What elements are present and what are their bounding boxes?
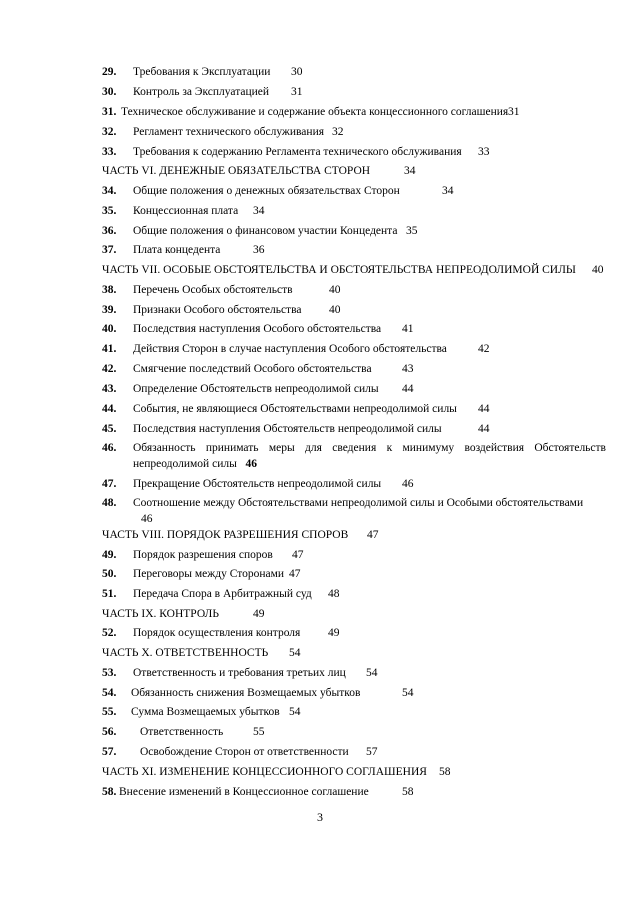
entry-page: 58 xyxy=(402,786,414,798)
toc-entry[interactable] xyxy=(102,566,606,582)
toc-entry[interactable] xyxy=(102,744,606,760)
entry-title: Ответственность xyxy=(140,726,224,738)
entry-number: 53. xyxy=(102,667,117,679)
entry-number: 32. xyxy=(102,126,117,138)
entry-page: 32 xyxy=(332,126,344,138)
entry-page: 54 xyxy=(402,687,414,699)
entry-page: 47 xyxy=(289,568,301,580)
entry-page: 40 xyxy=(329,284,341,296)
entry-title: Последствия наступления Особого обстоятельства xyxy=(133,323,382,335)
entry-number: 52. xyxy=(102,627,117,639)
entry-title: Соотношение между Обстоятельствами непреодолимой силы и Особыми обстоятельствами 46 xyxy=(133,497,584,525)
part-title: ЧАСТЬ VI. ДЕНЕЖНЫЕ ОБЯЗАТЕЛЬСТВА СТОРОН xyxy=(102,165,371,177)
entry-title: Переговоры между Сторонами xyxy=(133,568,285,580)
toc-entry[interactable] xyxy=(102,203,606,219)
entry-title: Сумма Возмещаемых убытков xyxy=(131,706,280,718)
entry-number: 36. xyxy=(102,225,117,237)
entry-number: 58. xyxy=(102,786,117,798)
toc-entry[interactable] xyxy=(102,401,606,417)
entry-page: 58 xyxy=(439,766,451,778)
toc-part-heading[interactable] xyxy=(102,606,606,622)
toc-entry[interactable] xyxy=(102,704,606,720)
entry-page: 34 xyxy=(442,185,454,197)
entry-title: Прекращение Обстоятельств непреодолимой силы xyxy=(133,478,382,490)
entry-page: 30 xyxy=(291,66,303,78)
toc-entry[interactable] xyxy=(102,495,606,527)
entry-number: 42. xyxy=(102,363,117,375)
entry-page: 48 xyxy=(328,588,340,600)
entry-page: 34 xyxy=(253,205,265,217)
entry-number: 57. xyxy=(102,746,117,758)
toc-part-heading[interactable] xyxy=(102,163,606,179)
entry-page: 33 xyxy=(478,146,490,158)
toc-entry[interactable] xyxy=(102,381,606,397)
entry-number: 50. xyxy=(102,568,117,580)
entry-title: Последствия наступления Обстоятельств непреодолимой силы xyxy=(133,423,442,435)
entry-page: 31 xyxy=(508,106,520,118)
toc-entry[interactable] xyxy=(102,144,606,160)
entry-number: 33. xyxy=(102,146,117,158)
entry-page: 35 xyxy=(406,225,418,237)
toc-entry[interactable] xyxy=(102,124,606,140)
toc-entry[interactable] xyxy=(102,321,606,337)
entry-number: 49. xyxy=(102,549,117,561)
entry-title: Порядок разрешения споров xyxy=(133,549,273,561)
entry-number: 37. xyxy=(102,244,117,256)
entry-number: 39. xyxy=(102,304,117,316)
part-title: ЧАСТЬ XI. ИЗМЕНЕНИЕ КОНЦЕССИОННОГО СОГЛАШЕНИЯ xyxy=(102,766,427,778)
entry-page: 46 xyxy=(402,478,414,490)
toc-entry[interactable] xyxy=(102,341,606,357)
toc-entry[interactable] xyxy=(102,440,606,472)
toc-entry[interactable] xyxy=(102,476,606,492)
entry-number: 45. xyxy=(102,423,117,435)
entry-title: Общие положения о финансовом участии Концедента xyxy=(133,225,398,237)
toc-entry[interactable] xyxy=(102,784,606,800)
entry-title: События, не являющиеся Обстоятельствами непреодолимой силы xyxy=(133,403,457,415)
entry-page: 42 xyxy=(478,343,490,355)
toc-entry[interactable] xyxy=(102,421,606,437)
part-title: ЧАСТЬ VII. ОСОБЫЕ ОБСТОЯТЕЛЬСТВА И ОБСТОЯТЕЛЬСТВА НЕПРЕОДОЛИМОЙ СИЛЫ xyxy=(102,264,576,276)
entry-page: 54 xyxy=(366,667,378,679)
entry-page: 34 xyxy=(404,165,416,177)
entry-number: 56. xyxy=(102,726,117,738)
entry-number: 47. xyxy=(102,478,117,490)
entry-title: Внесение изменений в Концессионное соглашение xyxy=(119,786,369,798)
entry-page: 40 xyxy=(592,264,604,276)
toc-entry[interactable] xyxy=(102,223,606,239)
toc-entry[interactable] xyxy=(102,724,606,740)
entry-title: Концессионная плата xyxy=(133,205,239,217)
entry-number: 30. xyxy=(102,86,117,98)
entry-number: 40. xyxy=(102,323,117,335)
entry-title: Обязанность принимать меры для сведения к минимуму воздействия Обстоятельств непреодолимой силы 46 xyxy=(133,442,606,470)
entry-number: 51. xyxy=(102,588,117,600)
entry-title: Контроль за Эксплуатацией xyxy=(133,86,270,98)
entry-page: 41 xyxy=(402,323,414,335)
entry-number: 31. xyxy=(102,106,117,118)
entry-number: 55. xyxy=(102,706,117,718)
entry-page: 44 xyxy=(478,403,490,415)
entry-number: 44. xyxy=(102,403,117,415)
entry-number: 43. xyxy=(102,383,117,395)
entry-title: Освобождение Сторон от ответственности xyxy=(140,746,349,758)
toc-part-heading[interactable] xyxy=(102,764,606,780)
entry-title: Передача Спора в Арбитражный суд xyxy=(133,588,312,600)
toc-entry[interactable] xyxy=(102,361,606,377)
entry-number: 48. xyxy=(102,497,117,509)
entry-title: Плата концедента xyxy=(133,244,221,256)
toc-entry[interactable] xyxy=(102,183,606,199)
entry-page: 55 xyxy=(253,726,265,738)
toc-entry[interactable] xyxy=(102,84,606,100)
entry-page: 44 xyxy=(478,423,490,435)
toc-entry[interactable] xyxy=(102,302,606,318)
entry-number: 35. xyxy=(102,205,117,217)
entry-number: 54. xyxy=(102,687,117,699)
entry-title: Требования к Эксплуатации xyxy=(133,66,271,78)
entry-title: Действия Сторон в случае наступления Особого обстоятельства xyxy=(133,343,447,355)
entry-title: Перечень Особых обстоятельств xyxy=(133,284,293,296)
toc-entry[interactable] xyxy=(102,665,606,681)
toc-entry[interactable] xyxy=(102,282,606,298)
entry-title: Смягчение последствий Особого обстоятельства xyxy=(133,363,372,375)
entry-page: 46 xyxy=(141,513,153,525)
entry-title: Требования к содержанию Регламента технического обслуживания xyxy=(133,146,462,158)
entry-title: Общие положения о денежных обязательствах Сторон xyxy=(133,185,400,197)
entry-page: 49 xyxy=(328,627,340,639)
entry-page: 44 xyxy=(402,383,414,395)
entry-number: 41. xyxy=(102,343,117,355)
toc-entry[interactable] xyxy=(102,547,606,563)
entry-title: Техническое обслуживание и содержание объекта концессионного соглашения xyxy=(121,106,509,118)
toc-part-heading[interactable] xyxy=(102,645,606,661)
toc-entry[interactable] xyxy=(102,104,606,120)
entry-page: 46 xyxy=(245,458,257,470)
entry-title: Обязанность снижения Возмещаемых убытков xyxy=(131,687,361,699)
entry-page: 54 xyxy=(289,647,301,659)
entry-page: 57 xyxy=(366,746,378,758)
toc-entry[interactable] xyxy=(102,586,606,602)
entry-number: 29. xyxy=(102,66,117,78)
entry-title: Признаки Особого обстоятельства xyxy=(133,304,302,316)
page-number: 3 xyxy=(317,810,323,824)
entry-page: 36 xyxy=(253,244,265,256)
toc-entry[interactable] xyxy=(102,242,606,258)
entry-title: Ответственность и требования третьих лиц xyxy=(133,667,346,679)
part-title: ЧАСТЬ X. ОТВЕТСТВЕННОСТЬ xyxy=(102,647,269,659)
part-title: ЧАСТЬ VIII. ПОРЯДОК РАЗРЕШЕНИЯ СПОРОВ xyxy=(102,529,349,541)
entry-page: 31 xyxy=(291,86,303,98)
toc-entry[interactable] xyxy=(102,64,606,80)
toc-part-heading[interactable] xyxy=(102,527,606,543)
entry-page: 47 xyxy=(367,529,379,541)
entry-number: 46. xyxy=(102,442,117,454)
entry-title: Определение Обстоятельств непреодолимой силы xyxy=(133,383,379,395)
entry-page: 54 xyxy=(289,706,301,718)
entry-number: 34. xyxy=(102,185,117,197)
toc-entry[interactable] xyxy=(102,685,606,701)
entry-title: Регламент технического обслуживания xyxy=(133,126,325,138)
entry-page: 47 xyxy=(292,549,304,561)
entry-page: 49 xyxy=(253,608,265,620)
entry-page: 43 xyxy=(402,363,414,375)
part-title: ЧАСТЬ IX. КОНТРОЛЬ xyxy=(102,608,219,620)
entry-page: 40 xyxy=(329,304,341,316)
entry-number: 38. xyxy=(102,284,117,296)
entry-title: Порядок осуществления контроля xyxy=(133,627,301,639)
toc-entry[interactable] xyxy=(102,625,606,641)
toc-part-heading[interactable] xyxy=(102,262,606,278)
